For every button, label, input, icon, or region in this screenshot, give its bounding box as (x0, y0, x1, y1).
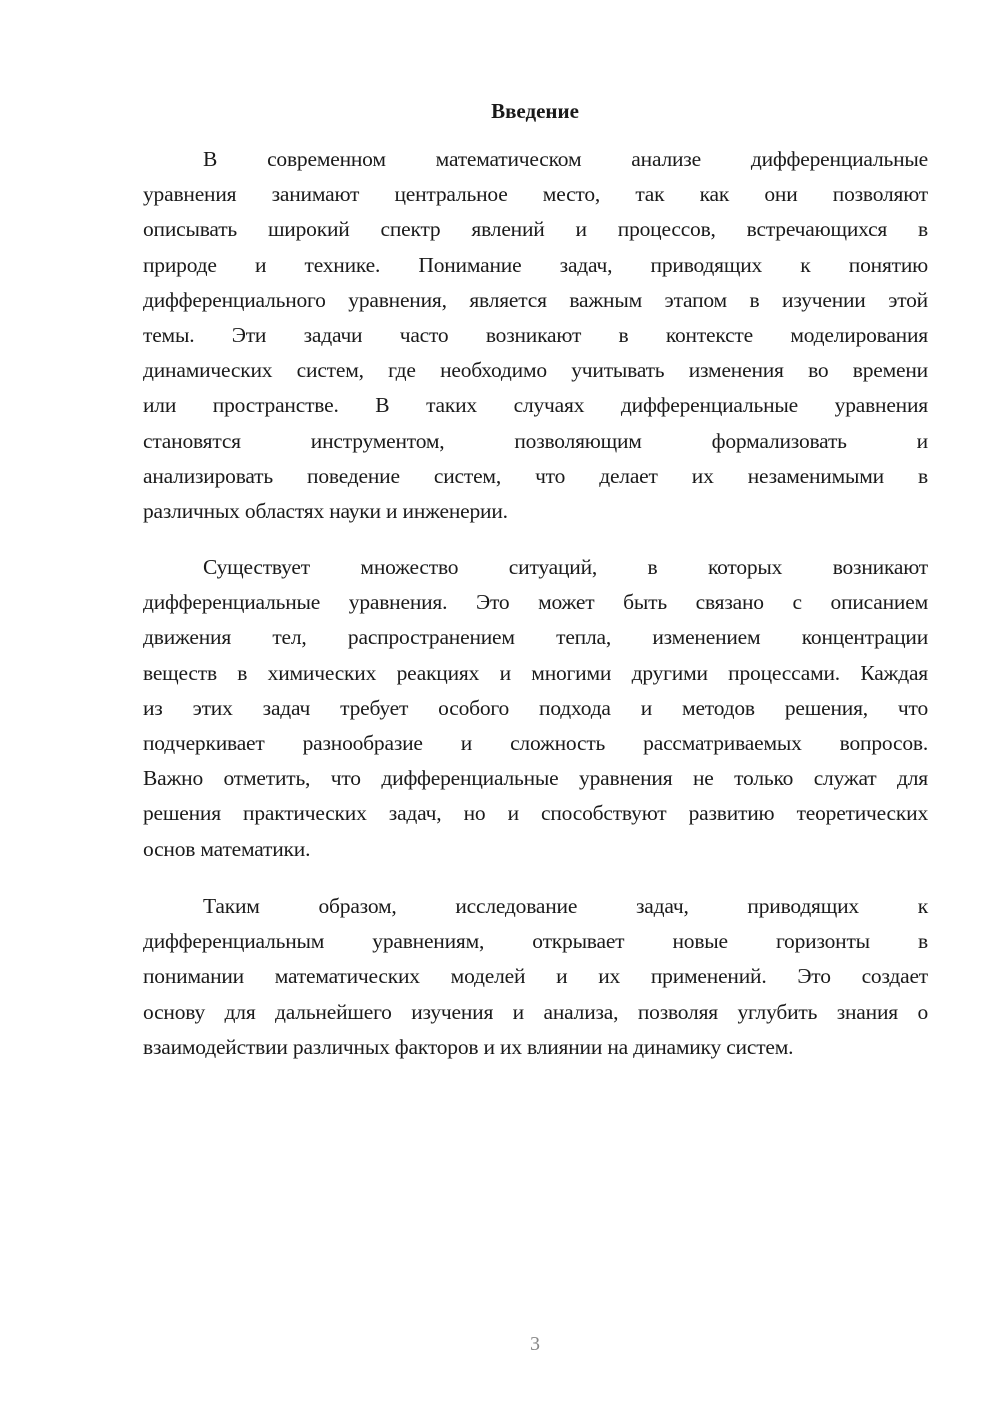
text-line: дифференциальным уравнениям, открывает новые горизонты в (143, 929, 928, 954)
text-line: Важно отметить, что дифференциальные уравнения не только служат для (143, 766, 928, 791)
text-line: основу для дальнейшего изучения и анализа, позволяя углубить знания о (143, 999, 928, 1024)
paragraph-1 (143, 142, 928, 529)
text-line: Таким образом, исследование задач, приводящих к (203, 894, 928, 918)
text-line: природе и технике. Понимание задач, приводящих к понятию (143, 252, 928, 277)
section-title: Введение (491, 99, 579, 123)
text-line: В современном математическом анализе дифференциальные (203, 147, 928, 171)
page-number: 3 (530, 1333, 540, 1355)
text-line: дифференциального уравнения, является важным этапом в изучении этой (143, 287, 928, 312)
text-line: движения тел, распространением тепла, изменением концентрации (143, 625, 928, 650)
text-line: понимании математических моделей и их применений. Это создает (143, 964, 928, 989)
text-line: уравнения занимают центральное место, так как они позволяют (143, 182, 928, 207)
text-line: темы. Эти задачи часто возникают в контексте моделирования (143, 322, 928, 347)
text-line: или пространстве. В таких случаях дифференциальные уравнения (143, 393, 928, 418)
text-line: динамических систем, где необходимо учитывать изменения во времени (143, 358, 928, 383)
paragraph-2 (143, 550, 928, 867)
text-line: решения практических задач, но и способствуют развитию теоретических (143, 801, 928, 826)
text-line: веществ в химических реакциях и многими другими процессами. Каждая (143, 660, 928, 685)
text-line: описывать широкий спектр явлений и процессов, встречающихся в (143, 217, 928, 242)
text-line: Существует множество ситуаций, в которых возникают (203, 555, 928, 579)
paragraph-3 (143, 889, 928, 1065)
text-line: становятся инструментом, позволяющим формализовать и (143, 428, 928, 453)
text-line: различных областях науки и инженерии. (143, 498, 508, 523)
text-line: дифференциальные уравнения. Это может быть связано с описанием (143, 590, 928, 615)
text-line: подчеркивает разнообразие и сложность рассматриваемых вопросов. (143, 730, 928, 755)
text-line: из этих задач требует особого подхода и методов решения, что (143, 695, 928, 720)
text-line: анализировать поведение систем, что делает их незаменимыми в (143, 463, 928, 488)
text-line: взаимодействии различных факторов и их влиянии на динамику систем. (143, 1034, 794, 1059)
text-line: основ математики. (143, 836, 311, 861)
